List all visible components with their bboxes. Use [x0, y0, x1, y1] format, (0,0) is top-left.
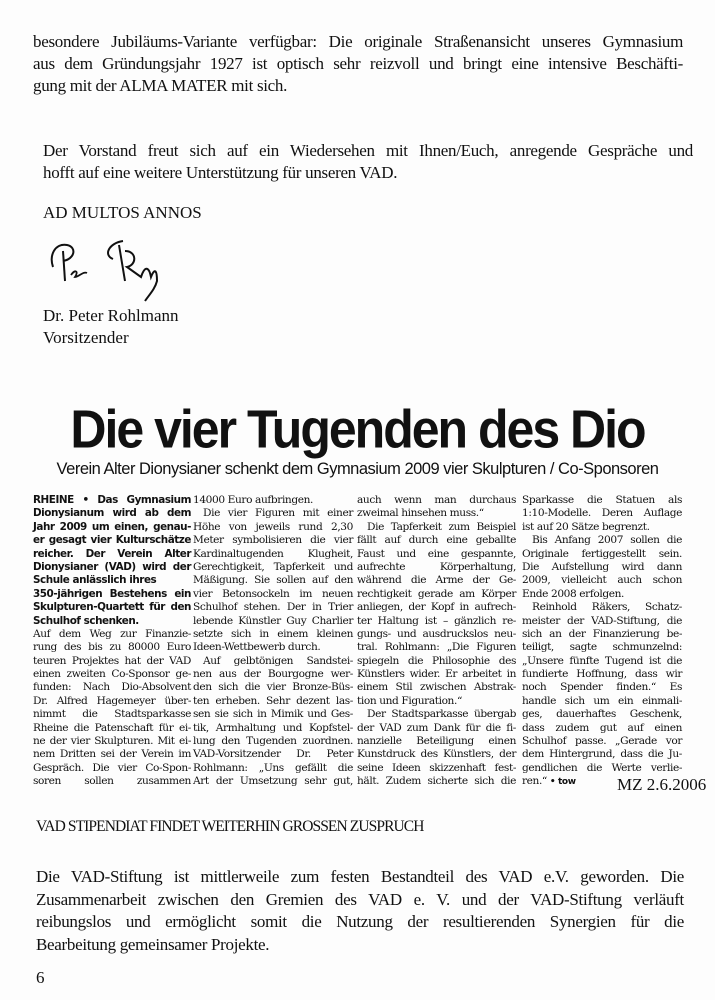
- body-line: sich an der Finanzierung be-: [522, 627, 682, 640]
- lead-line: Dionysianer (VAD) wird der: [33, 560, 191, 573]
- body-line: teuren Projektes hat der VAD: [33, 654, 191, 667]
- closing-line: Der Vorstand freut sich auf ein Wiedersehen mit Ihnen/Euch, anregende Gespräche und: [43, 141, 693, 160]
- body-line: Meter symbolisieren die vier: [193, 534, 353, 547]
- body-line: tral. Rohlmann: „Die Figuren: [357, 641, 516, 654]
- body-line: Die Aufstellung wird dann: [522, 560, 682, 573]
- body-line: aufrechte Körperhaltung,: [357, 560, 516, 573]
- lead-line: Jahr 2009 um einen, genau-: [33, 520, 191, 533]
- body-line: lung den Tugenden zuordnen.: [193, 735, 353, 748]
- newspaper-source: MZ 2.6.2006: [617, 775, 707, 794]
- body-line: den sich die vier Bronze-Büs-: [193, 681, 353, 694]
- body-line: Die vier Figuren mit einer: [203, 507, 353, 520]
- lead-line: er gesagt vier Kulturschätze: [33, 534, 191, 547]
- article-column-1: [33, 494, 191, 789]
- intro-line: besondere Jubiläums-Variante verfügbar: Die originale Straßenansicht unseres Gymnasium: [33, 32, 683, 51]
- body-line-text: ren.“: [522, 775, 547, 788]
- body-line: „Unsere fünfte Tugend ist die: [522, 654, 682, 667]
- lead-line: Schulhof schenken.: [33, 614, 139, 627]
- body-line: ne der vier Skulpturen. Mit ei-: [33, 735, 191, 748]
- body-line: der VAD zum Dank für die fi-: [357, 721, 516, 734]
- article-column-3: [357, 494, 516, 789]
- body-line: Ideen-Wettbewerb durch.: [193, 641, 321, 654]
- body-line: gendlichen die Werte verlie-: [522, 761, 682, 774]
- body-line: Schulhof passe. „Gerade vor: [522, 735, 682, 748]
- body-line: Originale fertiggestellt sein.: [522, 547, 682, 560]
- body-line: lebende Künstler Guy Charlier: [193, 614, 353, 627]
- signature-image: [45, 237, 175, 302]
- body-line: nem Dritten sei der Verein im: [33, 748, 191, 761]
- body-line: handle sich um ein einmali-: [522, 694, 682, 707]
- body-line: einem Stil zwischen Abstrak-: [357, 681, 516, 694]
- body-line: Bis Anfang 2007 sollen die: [532, 534, 682, 547]
- body-line: Gerechtigkeit, Tapferkeit und: [193, 560, 353, 573]
- body-line: Kardinaltugenden Klugheit,: [193, 547, 353, 560]
- body-line: sen sie sich in Mimik und Ges-: [193, 708, 353, 721]
- lead-line: Schule anlässlich ihres: [33, 574, 157, 587]
- intro-line: gung mit der ALMA MATER mit sich.: [33, 76, 288, 95]
- body-line: nen aus der Bourgogne wer-: [193, 668, 353, 681]
- body-line: auch wenn man durchaus: [357, 494, 516, 506]
- body-line: meister der VAD-Stiftung, die: [522, 614, 682, 627]
- body-line: Künstlers wider. Er arbeitet in: [357, 668, 516, 681]
- body-line: gungs- und ausdruckslos neu-: [357, 627, 516, 640]
- body-line: anliegen, der Kopf in aufrech-: [357, 601, 516, 614]
- body-line: einen zweiten Co-Sponsor ge-: [33, 668, 191, 681]
- body-line: Rohlmann: „Uns gefällt die: [193, 761, 353, 774]
- author-byline: • tow: [549, 777, 576, 788]
- body-line: nimmt die Stadtsparkasse: [33, 708, 191, 721]
- body-line: Faust und eine gespannte,: [357, 547, 516, 560]
- body-line: 1:10-Modelle. Deren Auflage: [522, 507, 682, 520]
- body-line: VAD-Vorsitzender Dr. Peter: [193, 748, 353, 761]
- body-line: ist auf 20 Sätze begrenzt.: [522, 520, 650, 533]
- body-line: Art der Umsetzung sehr gut,: [193, 775, 353, 788]
- body-line: 2009, vielleicht auch schon: [522, 574, 682, 587]
- motto: AD MULTOS ANNOS: [43, 203, 202, 222]
- body-line: fällt auf durch eine geballte: [357, 534, 516, 547]
- body-line: Ende 2008 erfolgen.: [522, 587, 624, 600]
- body-line: tik, Armhaltung und Kopfstel-: [193, 721, 353, 734]
- body-line: funden: Nach Dio-Absolvent: [33, 681, 191, 694]
- lead-line: Skulpturen-Quartett für den: [33, 601, 191, 614]
- signer-block: [43, 305, 179, 349]
- body-line: Schulhof stehen. Der in Trier: [193, 601, 353, 614]
- body-line: soren sollen zusammen: [33, 775, 191, 788]
- section-line: Die VAD-Stiftung ist mittlerweile zum festen Bestandteil des VAD e.V. geworden. Die: [36, 867, 684, 886]
- body-line: spiegeln die Philosophie des: [357, 654, 516, 667]
- body-line: Auf dem Weg zur Finanzie-: [33, 627, 191, 640]
- article-headline: Die vier Tugenden des Dio: [70, 399, 645, 460]
- body-line: rung des bis zu 80000 Euro: [33, 641, 191, 654]
- body-line: Die Tapferkeit zum Beispiel: [367, 520, 516, 533]
- lead-line: 350-jährigen Bestehens ein: [33, 587, 191, 600]
- body-line: dass zudem gut auf einen: [522, 721, 682, 734]
- section-heading: VAD STIPENDIAT FINDET WEITERHIN GROSSEN ZUSPRUCH: [36, 818, 424, 835]
- body-line: hält. Zudem sicherte sich die: [357, 775, 516, 788]
- body-line: während die Arme der Ge-: [357, 574, 516, 587]
- body-line: Reinhold Räkers, Schatz-: [532, 601, 682, 614]
- body-line: Kunstdruck des Künstlers, der: [357, 748, 516, 761]
- body-line: Gespräch. Die vier Co-Spon-: [33, 761, 191, 774]
- body-line: Sparkasse die Statuen als: [522, 494, 682, 506]
- body-line: Rheine die Patenschaft für ei-: [33, 721, 191, 734]
- section-line: Bearbeitung gemeinsamer Projekte.: [36, 934, 270, 954]
- body-line: Dr. Alfred Hagemeyer über-: [33, 694, 191, 707]
- body-line: dem Hintergrund, dass die Ju-: [522, 748, 682, 761]
- closing-paragraph: [43, 140, 693, 184]
- signer-name: Dr. Peter Rohlmann: [43, 306, 179, 325]
- body-line: ter Haltung ist – gänzlich re-: [357, 614, 516, 627]
- body-line: 14000 Euro aufbringen.: [193, 494, 313, 506]
- lead-line: Dionysianum wird ab dem: [33, 507, 191, 520]
- article-column-2: [193, 494, 353, 789]
- page-number: 6: [36, 968, 45, 987]
- body-line: seine Ideen skizzenhaft fest-: [357, 761, 516, 774]
- closing-line: hofft auf eine weitere Unterstützung für unseren VAD.: [43, 163, 398, 182]
- body-line: Der Stadtsparkasse übergab: [367, 708, 516, 721]
- article-subheadline: Verein Alter Dionysianer schenkt dem Gymnasium 2009 vier Skulpturen / Co-Sponsoren: [56, 460, 659, 478]
- body-line: noch Spender finden.“ Es: [522, 681, 682, 694]
- body-line: rechtigkeit gerade am Körper: [357, 587, 516, 600]
- body-line: Mäßigung. Sie sollen auf den: [193, 574, 353, 587]
- section-line: reibungslos und ermöglicht somit die Nutzung der resultierenden Synergien für die: [36, 912, 684, 931]
- body-line: nanzielle Beteiligung einen: [357, 735, 516, 748]
- lead-line: reicher. Der Verein Alter: [33, 547, 191, 560]
- body-line: vier Betonsockeln im neuen: [193, 587, 353, 600]
- body-line: ges, dauerhaftes Geschenk,: [522, 708, 682, 721]
- body-line: fundierte Hoffnung, dass wir: [522, 668, 682, 681]
- body-line: Höhe von jeweils rund 2,30: [193, 520, 353, 533]
- body-line: tion und Figuration.“: [357, 694, 462, 707]
- section-line: Zusammenarbeit zwischen den Gremien des VAD e. V. und der VAD-Stiftung verläuft: [36, 889, 684, 909]
- lead-line: RHEINE • Das Gymnasium: [33, 494, 191, 506]
- body-line: setzte sich in einem kleinen: [193, 627, 353, 640]
- article-column-4: [522, 494, 682, 789]
- intro-paragraph: [33, 31, 683, 97]
- body-line: Auf gelbtönigen Sandstei-: [203, 654, 353, 667]
- signer-role: Vorsitzender: [43, 328, 129, 347]
- body-line: zweimal hinsehen muss.“: [357, 507, 484, 520]
- body-line: ten erheben. Sehr dezent las-: [193, 694, 353, 707]
- intro-line: aus dem Gründungsjahr 1927 ist optisch sehr reizvoll und bringt eine intensive Beschäfti-: [33, 54, 683, 73]
- body-line: teiligt, sagte schmunzelnd:: [522, 641, 682, 654]
- section-paragraph: [36, 866, 684, 956]
